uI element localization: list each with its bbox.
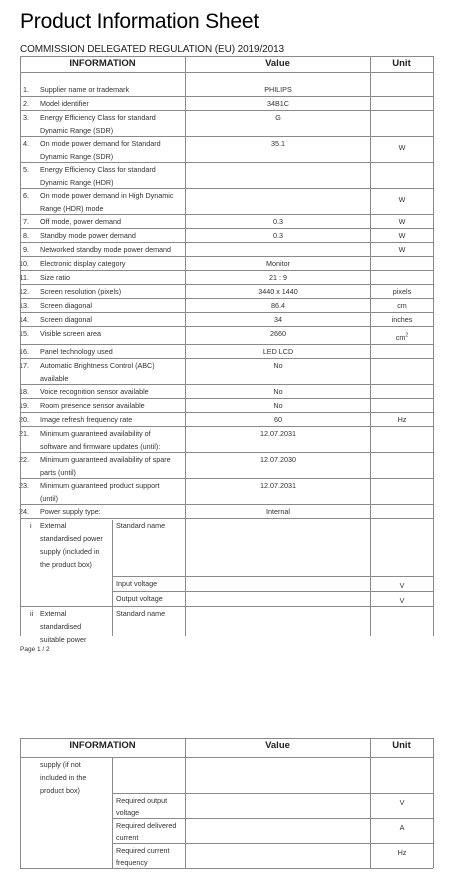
page2-row-label: Required current [116,846,170,855]
table-right-border [433,56,434,636]
row-label: available [40,374,69,383]
row-number: 15. [19,329,29,338]
row-label: Size ratio [40,273,70,282]
ps-i-input-unit: V [399,581,405,590]
ps-i-label: supply (included in [40,547,100,556]
header-unit: Unit [392,740,411,751]
row-label: software and firmware updates (until): [40,442,161,451]
row-number: 23. [19,481,29,490]
page-title: Product Information Sheet [20,10,259,33]
row-number: 4. [23,139,29,148]
row-label: parts (until) [40,468,76,477]
table-bottom-border [20,868,433,869]
row-unit: cm [397,301,407,310]
row-value: 2660 [270,329,286,338]
row-label: Model identifier [40,99,89,108]
table-left-border [20,738,21,868]
row-number: 6. [23,191,29,200]
row-value: 60 [274,415,282,424]
sub-column-divider [112,757,113,868]
regulation-subtitle: COMMISSION DELEGATED REGULATION (EU) 2019/2013 [20,44,284,55]
ps-i-input-voltage: Input voltage [116,579,158,588]
row-border [20,518,433,519]
row-label: Screen diagonal [40,315,92,324]
column-divider [185,56,186,636]
sub-column-divider [112,520,113,636]
header-unit: Unit [392,58,411,69]
row-value: Internal [266,507,290,516]
header-information: INFORMATION [69,58,136,69]
row-value: 12.07.2030 [260,455,296,464]
ps-i-label: External [40,521,67,530]
row-label: Dynamic Range (SDR) [40,152,114,161]
ps-ii-label: External [40,609,67,618]
header-information: INFORMATION [69,740,136,751]
row-label: Panel technology used [40,347,113,356]
row-label: (until) [40,494,58,503]
row-value: 34B1C [267,99,289,108]
row-value: No [273,361,283,370]
page2-row-label: frequency [116,858,148,867]
header-value: Value [265,740,290,751]
column-divider [370,738,371,868]
row-border [112,576,433,577]
row-value: 34 [274,315,282,324]
row-value: 3440 x 1440 [258,287,298,296]
row-label: Visible screen area [40,329,101,338]
page2-row-label: Required delivered [116,821,177,830]
page-number: Page 1 / 2 [20,646,50,653]
page2-row-label: Required output [116,796,168,805]
row-number: 2. [23,99,29,108]
row-label: Image refresh frequency rate [40,415,133,424]
row-label: Dynamic Range (HDR) [40,178,114,187]
row-unit: W [398,245,406,254]
row-number: 11. [19,273,29,282]
row-value: 86.4 [271,301,285,310]
header-value: Value [265,58,290,69]
row-number: 16. [19,347,29,356]
row-label: Automatic Brightness Control (ABC) [40,361,155,370]
row-number: 17. [19,361,29,370]
row-label: Networked standby mode power demand [40,245,172,254]
ps-i-output-unit: V [399,596,405,605]
row-number: 9. [23,245,29,254]
row-label: Energy Efficiency Class for standard [40,113,156,122]
row-label: Screen resolution (pixels) [40,287,122,296]
table-top-border [20,56,433,57]
ps-i-label: the product box) [40,560,92,569]
ps-ii-marker: ii [30,609,34,618]
page2-row-unit: V [399,798,405,807]
header-bottom-border [20,757,433,758]
row-number: 20. [19,415,29,424]
row-value: No [273,387,283,396]
row-value: PHILIPS [264,85,292,94]
ps-ii-standard-name: Standard name [116,609,166,618]
page2-row-unit: A [399,823,405,832]
row-unit: W [398,195,406,204]
row-value: G [275,113,281,122]
column-divider [185,738,186,868]
row-value: 35.1 [271,139,285,148]
row-label: Room presence sensor available [40,401,145,410]
ps-ii-label: suitable power [40,635,87,644]
ps-i-label: standardised power [40,534,103,543]
page2-row-unit: Hz [397,848,407,857]
row-number: 7. [23,217,29,226]
row-number: 18. [19,387,29,396]
row-number: 21. [19,429,29,438]
row-number: 5. [23,165,29,174]
row-label: On mode power demand for Standard [40,139,161,148]
row-label: Dynamic Range (SDR) [40,126,114,135]
row-number: 10. [19,259,29,268]
row-number: 22. [19,455,29,464]
row-label: Energy Efficiency Class for standard [40,165,156,174]
row-number: 3. [23,113,29,122]
row-label: Electronic display category [40,259,126,268]
column-divider [370,56,371,636]
row-label: Minimum guaranteed product support [40,481,160,490]
row-value: 12.07.2031 [260,481,296,490]
row-value: 0.3 [273,231,283,240]
row-label: Range (HDR) mode [40,204,104,213]
page2-row-label: voltage [116,808,140,817]
row-value: 0.3 [273,217,283,226]
page2-row-label: current [116,833,139,842]
row-value: LED LCD [262,347,294,356]
row-value: No [273,401,283,410]
ps-ii-label-continued: included in the [40,773,87,782]
unit-superscript: 2 [405,332,409,339]
row-label: Voice recognition sensor available [40,387,149,396]
row-border [20,606,433,607]
row-label: Power supply type: [40,507,101,516]
row-label: Standby mode power demand [40,231,136,240]
ps-i-output-voltage: Output voltage [116,594,163,603]
table-left-border [20,56,21,636]
row-number: 12. [19,287,29,296]
row-number: 19. [19,401,29,410]
row-value: 12.07.2031 [260,429,296,438]
row-label: Minimum guaranteed availability of [40,429,151,438]
row-unit: W [398,143,406,152]
row-number: 1. [23,85,29,94]
row-unit: W [398,231,406,240]
row-label: On mode power demand in High Dynamic [40,191,174,200]
ps-i-marker: i [30,521,32,530]
row-unit: pixels [392,287,412,296]
ps-ii-label: standardised [40,622,82,631]
row-value: Monitor [266,259,290,268]
ps-ii-label-continued: product box) [40,786,80,795]
ps-i-standard-name: Standard name [116,521,166,530]
row-unit: inches [391,315,413,324]
table-top-border [20,738,433,739]
row-unit: $cm^2$ [395,332,409,342]
row-label: Screen diagonal [40,301,92,310]
row-number: 13. [19,301,29,310]
ps-ii-label-continued: supply (if not [40,760,81,769]
row-unit: Hz [397,415,407,424]
row-label: Off mode, power demand [40,217,121,226]
row-label: Supplier name or trademark [40,85,130,94]
row-number: 8. [23,231,29,240]
header-bottom-border [20,72,433,73]
table-right-border [433,738,434,868]
row-unit: W [398,217,406,226]
row-value: 21 : 9 [269,273,287,282]
row-number: 14. [19,315,29,324]
row-label: Minimum guaranteed availability of spare [40,455,171,464]
row-number: 24. [19,507,29,516]
